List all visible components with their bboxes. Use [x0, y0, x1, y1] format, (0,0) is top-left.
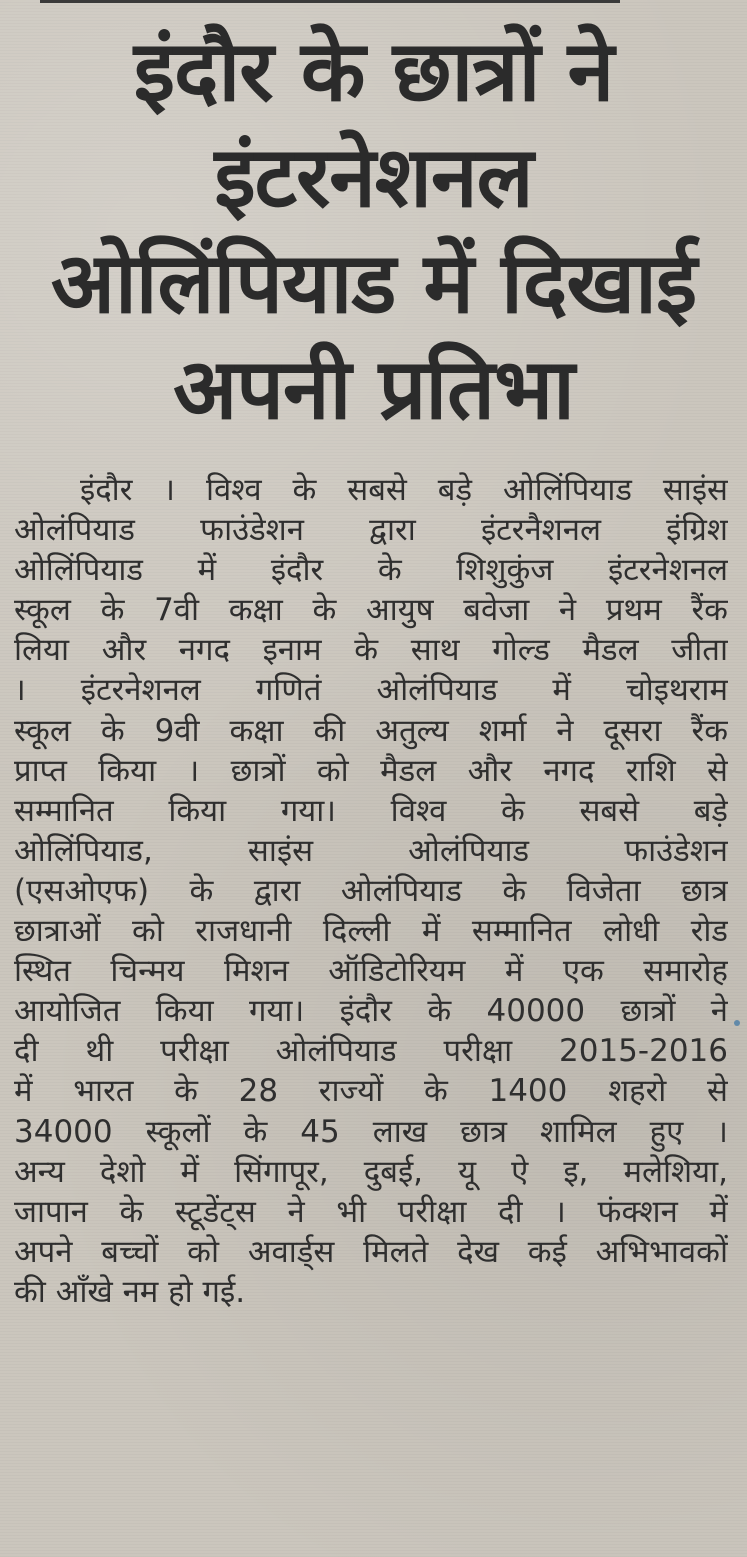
body-line: सम्मानित किया गया। विश्व के सबसे बड़े [14, 792, 728, 829]
top-rule [40, 0, 620, 3]
body-line: में भारत के 28 राज्यों के 1400 शहरो से [14, 1073, 728, 1110]
body-line: लिया और नगद इनाम के साथ गोल्ड मैडल जीता [14, 632, 728, 669]
body-line: । इंटरनेशनल गणितं ओलंपियाड में चोइथराम [14, 672, 728, 709]
body-line: स्कूल के 9वी कक्षा की अतुल्य शर्मा ने दूसरा रैंक [14, 712, 728, 749]
body-line: इंदौर । विश्व के सबसे बड़े ओलिंपियाड साइंस [80, 472, 728, 508]
body-line: स्कूल के 7वी कक्षा के आयुष बवेजा ने प्रथम रैंक [14, 592, 728, 629]
headline-line-3: ओलिंपियाड में दिखाई [50, 234, 697, 332]
body-line: ओलिंपियाड, साइंस ओलंपियाड फाउंडेशन [14, 832, 728, 869]
body-line: अन्य देशो में सिंगापूर, दुबई, यू ऐ इ, मलेशिया, [14, 1153, 728, 1190]
headline-line-2: इंटरनेशनल [214, 128, 533, 226]
headline [0, 18, 747, 442]
article-body [14, 470, 728, 1312]
headline-line-4: अपनी प्रतिभा [173, 340, 574, 438]
body-line: आयोजित किया गया। इंदौर के 40000 छात्रों ने [14, 993, 728, 1030]
ink-speck [734, 1020, 740, 1026]
body-line: स्थित चिन्मय मिशन ऑडिटोरियम में एक समारोह [14, 953, 728, 990]
body-line: की आँखे नम हो गई. [14, 1273, 246, 1310]
body-line: छात्राओं को राजधानी दिल्ली में सम्मानित लोधी रोड [14, 913, 728, 950]
body-line: जापान के स्टूडेंट्स ने भी परीक्षा दी । फंक्शन में [14, 1193, 728, 1230]
body-line: प्राप्त किया । छात्रों को मैडल और नगद राशि से [14, 752, 728, 789]
headline-line-1: इंदौर के छात्रों ने [133, 22, 614, 120]
body-line: (एसओएफ) के द्वारा ओलंपियाड के विजेता छात्र [14, 872, 728, 909]
body-line: दी थी परीक्षा ओलंपियाड परीक्षा 2015-2016 [14, 1033, 728, 1070]
body-line: अपने बच्चों को अवार्ड्स मिलते देख कई अभिभावकों [14, 1233, 728, 1270]
body-line: ओलंपियाड फाउंडेशन द्वारा इंटरनैशनल इंग्रिश [14, 512, 728, 549]
body-line: ओलिंपियाड में इंदौर के शिशुकुंज इंटरनेशनल [14, 552, 728, 589]
body-line: 34000 स्कूलों के 45 लाख छात्र शामिल हुए । [14, 1113, 728, 1150]
